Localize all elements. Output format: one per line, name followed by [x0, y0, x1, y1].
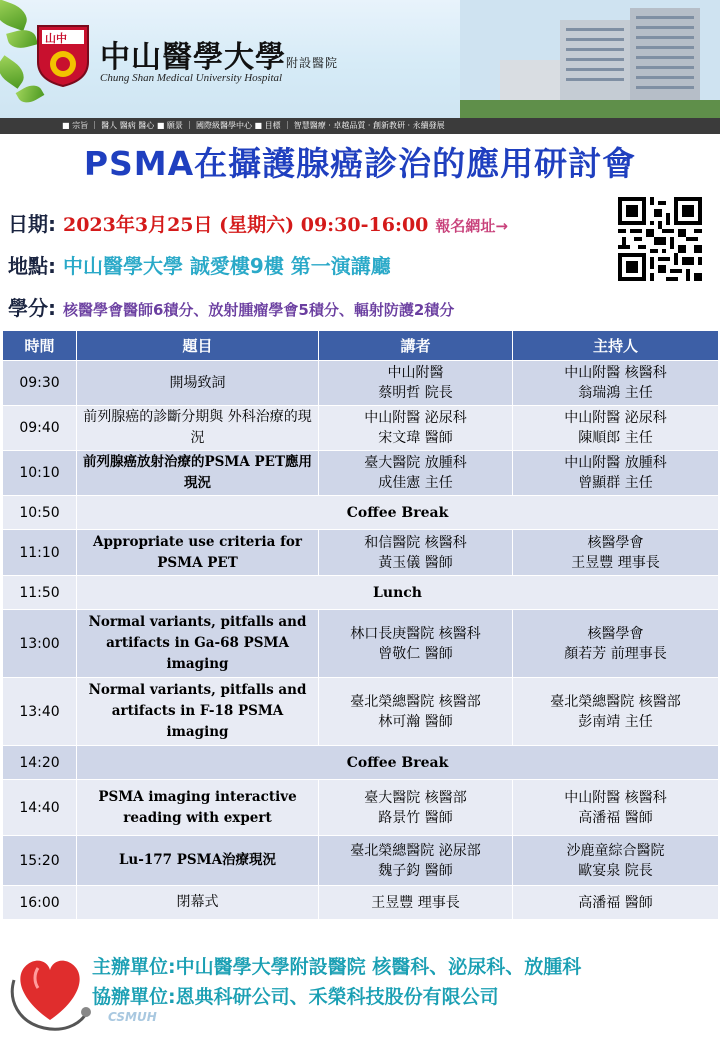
date-value: 2023年3月25日 (星期六) 09:30-16:00 [62, 214, 429, 236]
hospital-building-icon [460, 0, 720, 118]
table-row: 16:00 閉幕式 王昱豐 理事長 高潘福 醫師 [3, 886, 719, 920]
qr-code-icon[interactable] [618, 197, 702, 281]
table-row: 09:30 開場致詞 中山附醫 蔡明哲 院長 中山附醫 核醫科 翁瑞鴻 主任 [3, 361, 719, 406]
header-banner [0, 0, 720, 118]
venue-label: 地點: [8, 254, 56, 278]
schedule-table [2, 330, 719, 920]
table-row: 09:40 前列腺癌的診斷分期與 外科治療的現況 中山附醫 泌尿科 宋文瑋 醫師 中山附醫 泌尿科 陳順郎 主任 [3, 406, 719, 451]
credit-label: 學分: [8, 296, 56, 320]
table-row: 15:20 Lu-177 PSMA治療現況 臺北榮總醫院 泌尿部 魏子鈞 醫師 沙鹿童綜合醫院 歐宴泉 院長 [3, 836, 719, 886]
table-row: 11:50 Lunch [3, 576, 719, 610]
hospital-name: 中山醫學大學附設醫院 [100, 40, 339, 75]
date-label: 日期: [8, 212, 56, 236]
organizer-line: 主辦單位:中山醫學大學附設醫院 核醫科、泌尿科、放腫科 [92, 956, 582, 978]
slogan-bar: ■ 宗旨 ｜ 醫人 醫病 醫心 ■ 願景 ｜ 國際級醫學中心 ■ 目標 ｜ 智慧醫療 · 卓越品質 · 創新教研 · 永續發展 [0, 118, 720, 134]
csmuh-mark: CSMUH [108, 1010, 157, 1024]
header-host: 主持人 [513, 331, 719, 361]
header-time: 時間 [3, 331, 77, 361]
co-organizer-line: 協辦單位:恩典科研公司、禾榮科技股份有限公司 [92, 986, 499, 1008]
table-row: 10:50 Coffee Break [3, 496, 719, 530]
hospital-suffix: 附設醫院 [286, 56, 339, 70]
table-row: 14:40 PSMA imaging interactive reading with expert 臺大醫院 核醫部 路景竹 醫師 中山附醫 核醫科 高潘福 醫師 [3, 780, 719, 836]
emblem-text: 山中 [45, 32, 67, 45]
table-row: 11:10 Appropriate use criteria for PSMA PET 和信醫院 核醫科 黃玉儀 醫師 核醫學會 王昱豐 理事長 [3, 530, 719, 576]
heart-stethoscope-icon [8, 940, 92, 1036]
header-topic: 題目 [77, 331, 319, 361]
table-row: 13:40 Normal variants, pitfalls and artifacts in F-18 PSMA imaging 臺北榮總醫院 核醫部 林可瀚 醫師 臺北榮總醫院 核醫部 彭南靖 主任 [3, 678, 719, 746]
header-speaker: 講者 [319, 331, 513, 361]
table-header-row [3, 331, 719, 361]
table-row: 13:00 Normal variants, pitfalls and artifacts in Ga-68 PSMA imaging 林口長庚醫院 核醫科 曾敬仁 醫師 核醫學會 顏若芳 前理事長 [3, 610, 719, 678]
page-title: PSMA在攝護腺癌診治的應用研討會 [83, 144, 637, 183]
credit-line [8, 292, 454, 321]
venue-line [8, 250, 391, 279]
table-row: 10:10 前列腺癌放射治療的PSMA PET應用現況 臺大醫院 放腫科 成佳憲 主任 中山附醫 放腫科 曾顯群 主任 [3, 451, 719, 496]
register-label[interactable]: 報名網址→ [435, 217, 508, 235]
date-line [8, 208, 508, 237]
table-row: 14:20 Coffee Break [3, 746, 719, 780]
venue-value: 中山醫學大學 誠愛樓9樓 第一演講廳 [62, 254, 391, 278]
hospital-english-name: Chung Shan Medical University Hospital [100, 72, 283, 84]
credit-value: 核醫學會醫師6積分、放射腫瘤學會5積分、輻射防護2積分 [62, 301, 455, 319]
